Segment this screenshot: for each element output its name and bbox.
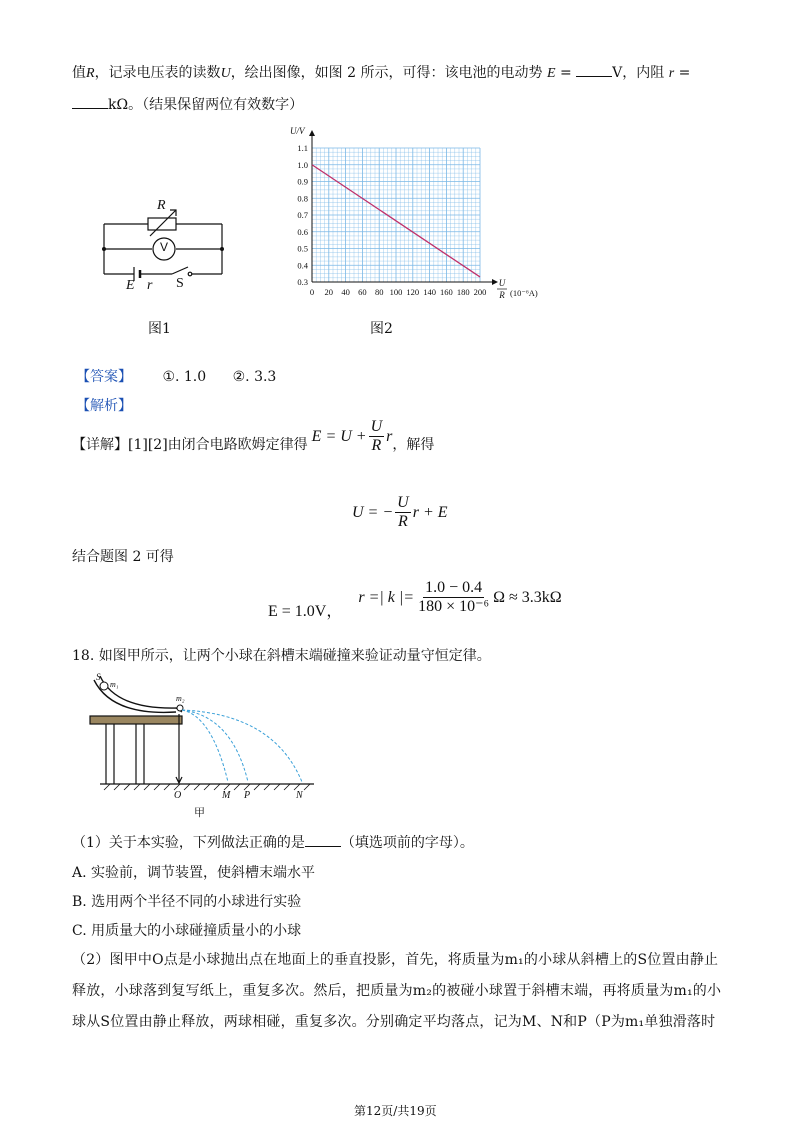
x-tick-label: 180 (456, 287, 470, 297)
y-tick-label: 0.9 (297, 176, 308, 187)
text: [1][2]由闭合电路欧姆定律得 (128, 436, 308, 453)
equation-2 (352, 494, 448, 531)
y-tick-label: 0.4 (297, 260, 308, 271)
frac-denominator: 180 × 10⁻⁶ (418, 598, 490, 615)
y-tick-label: 0.6 (297, 226, 308, 237)
q18-part2-line2: 释放，小球落到复写纸上，重复多次。然后，把质量为m₂的被碰小球置于斜槽末端，再将质量为m₁的小 (72, 983, 722, 999)
eq3-right: Ω ≈ 3.3kΩ (493, 588, 562, 606)
option-A: A. 实验前，调节装置，使斜槽末端水平 (72, 865, 316, 881)
x-tick-label: 20 (324, 287, 334, 297)
frac-denominator: R (371, 437, 382, 454)
answer-tag: 【答案】 (76, 369, 132, 385)
eq2-fraction (395, 494, 411, 531)
answer-line (76, 366, 276, 386)
text: （填选项前的字母）。 (340, 835, 474, 851)
var-E: E (546, 66, 556, 81)
x-tick-label: 120 (406, 287, 420, 297)
answer-blank-E[interactable] (576, 64, 612, 77)
text: ，解得 (392, 436, 435, 453)
label-N: N (296, 790, 303, 801)
label-m1: m₁ (110, 680, 119, 689)
label-S: S (96, 672, 101, 682)
label-P: P (244, 790, 251, 801)
eq3-left: r =| k |= (358, 588, 415, 606)
x-tick-label: 80 (374, 287, 384, 297)
fig1-caption: 图1 (148, 321, 171, 337)
y-tick-label: 1.1 (297, 143, 308, 153)
combine-text: 结合题图 2 可得 (72, 549, 174, 565)
x-tick-label: 200 (473, 287, 487, 297)
analysis-tag: 【解析】 (76, 398, 132, 414)
text: V，内阻 (612, 65, 665, 81)
x-axis-unit: (10⁻⁶A) (510, 288, 538, 298)
var-r: r (668, 66, 675, 81)
fig2-caption: 图2 (370, 321, 393, 337)
q17-line1 (72, 62, 690, 82)
voltmeter-label: V (160, 240, 169, 254)
x-tick-label: 0 (309, 287, 315, 297)
text: ，记录电压表的读数 (94, 65, 221, 81)
label-O: O (174, 790, 182, 801)
option-C: C. 用质量大的小球碰撞质量小的小球 (72, 923, 302, 939)
x-axis-label-denominator: R (499, 290, 505, 300)
x-axis-arrow (492, 279, 498, 285)
q18-title: 18. 如图甲所示，让两个小球在斜槽末端碰撞来验证动量守恒定律。 (72, 648, 491, 664)
label-M: M (222, 790, 231, 801)
x-tick-label: 60 (358, 287, 367, 297)
text: （1）关于本实验，下列做法正确的是 (72, 835, 305, 851)
fig-caption-jia: 甲 (194, 806, 205, 819)
answer-2: ②. 3.3 (232, 369, 277, 385)
y-tick-label: 0.5 (297, 243, 308, 254)
eq1-left: E = U + (311, 427, 367, 445)
x-tick-label: 140 (423, 287, 436, 297)
frac-numerator: U (370, 418, 383, 435)
page-footer: 第12页/共19页 (354, 1104, 437, 1118)
frac-numerator: U (397, 494, 409, 511)
q18-part2-line1: （2）图甲中O点是小球抛出点在地面上的垂直投影，首先，将质量为m₁的小球从斜槽上的S位置由静止 (72, 952, 719, 968)
q18-part1 (72, 832, 474, 852)
eq3-E-value: E = 1.0V， (268, 603, 343, 620)
internal-r-label: r (147, 278, 153, 293)
answer-1: ①. 1.0 (162, 369, 207, 385)
text: kΩ。（结果保留两位有效数字） (108, 97, 304, 113)
eq2-right: r + E (412, 503, 448, 521)
x-axis-label-numerator: U (498, 278, 506, 288)
y-tick-label: 0.7 (297, 210, 308, 220)
detail-tag: 【详解】 (72, 436, 128, 453)
x-tick-label: 40 (341, 287, 350, 297)
x-tick-label: 100 (389, 287, 403, 297)
y-tick-label: 1.0 (297, 159, 308, 170)
text: ，绘出图像，如图 2 所示，可得：该电池的电动势 (230, 65, 543, 81)
ui-graph (282, 122, 552, 312)
q17-line2 (72, 94, 303, 114)
y-tick-label: 0.3 (297, 277, 308, 287)
answer-blank-part1[interactable] (305, 834, 341, 847)
eq1-right: r (386, 427, 393, 445)
q18-part2-line3: 球从S位置由静止释放，两球相碰，重复多次。分别确定平均落点，记为M、N和P（P为m₁单独滑落时 (72, 1014, 716, 1030)
equation-3 (268, 574, 562, 621)
text: 值 (72, 65, 86, 81)
detail-line (72, 418, 435, 455)
equals: = (678, 65, 691, 81)
frac-numerator: 1.0 − 0.4 (425, 579, 483, 596)
answer-blank-r[interactable] (72, 96, 108, 109)
emf-label: E (126, 278, 135, 293)
label-m2: m₂ (176, 694, 185, 703)
eq3-fraction (416, 579, 491, 616)
frac-denominator: R (398, 513, 408, 530)
switch-label: S (176, 276, 184, 291)
eq2-left: U = − (352, 503, 394, 521)
y-axis-arrow (309, 130, 315, 136)
equals: = (559, 65, 572, 81)
y-tick-label: 0.8 (297, 193, 308, 204)
x-tick-label: 160 (440, 287, 453, 297)
eq1-fraction (369, 418, 385, 455)
slope-experiment-diagram (84, 672, 324, 796)
var-R: R (86, 66, 95, 81)
resistor-label: R (157, 198, 166, 213)
option-B: B. 选用两个半径不同的小球进行实验 (72, 894, 302, 910)
y-axis-label: U/V (290, 126, 305, 136)
var-U: U (220, 66, 231, 81)
